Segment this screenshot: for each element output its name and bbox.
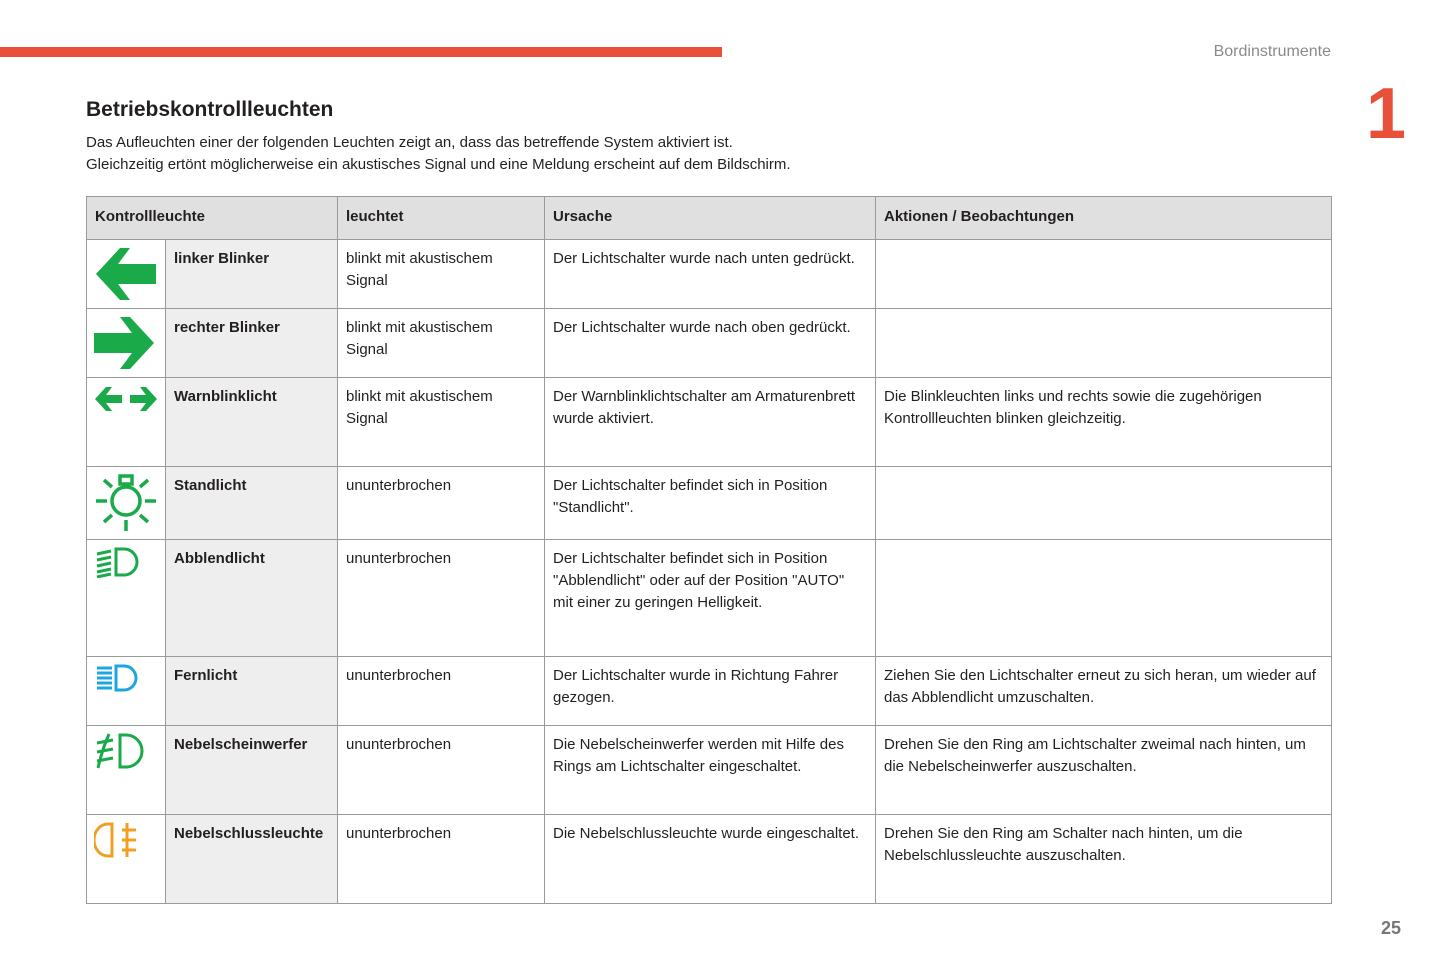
accent-bar — [0, 47, 722, 57]
table-row — [87, 309, 1332, 378]
chapter-number: 1 — [1366, 74, 1407, 154]
light-state: ununterbrochen — [338, 815, 545, 904]
light-cause: Der Lichtschalter wurde nach oben gedrückt. — [545, 309, 876, 378]
page-number: 25 — [1381, 918, 1402, 938]
table-row — [87, 540, 1332, 657]
intro-line: Gleichzeitig ertönt möglicherweise ein akustisches Signal und eine Meldung erscheint auf dem Bildschirm. — [86, 156, 791, 173]
light-cause: Der Lichtschalter befindet sich in Position "Abblendlicht" oder auf der Position "AUTO" mit einer zu geringen Helligkeit. — [545, 540, 876, 657]
light-action: Drehen Sie den Ring am Lichtschalter zweimal nach hinten, um die Nebelscheinwerfer auszuschalten. — [876, 726, 1332, 815]
light-name: Nebelscheinwerfer — [166, 726, 338, 815]
light-name: rechter Blinker — [166, 309, 338, 378]
light-state: blinkt mit akustischem Signal — [338, 309, 545, 378]
icon-cell — [87, 309, 166, 378]
low-beam-icon — [94, 546, 158, 578]
table-row — [87, 467, 1332, 540]
icon-cell — [87, 726, 166, 815]
icon-cell — [87, 815, 166, 904]
light-state: blinkt mit akustischem Signal — [338, 240, 545, 309]
light-cause: Der Lichtschalter wurde nach unten gedrückt. — [545, 240, 876, 309]
sidelight-icon — [94, 473, 158, 533]
icon-cell — [87, 540, 166, 657]
light-action — [876, 467, 1332, 540]
light-cause: Der Lichtschalter wurde in Richtung Fahrer gezogen. — [545, 657, 876, 726]
light-cause: Die Nebelschlussleuchte wurde eingeschaltet. — [545, 815, 876, 904]
right-arrow-icon — [94, 315, 158, 371]
col-header: Ursache — [545, 197, 876, 240]
light-cause: Der Lichtschalter befindet sich in Position "Standlicht". — [545, 467, 876, 540]
light-state: blinkt mit akustischem Signal — [338, 378, 545, 467]
rear-fog-icon — [94, 821, 158, 859]
light-name: Warnblinklicht — [166, 378, 338, 467]
section-title: Bordinstrumente — [1213, 43, 1331, 60]
icon-cell — [87, 240, 166, 309]
light-name: Standlicht — [166, 467, 338, 540]
intro-text — [86, 132, 791, 176]
light-name: Fernlicht — [166, 657, 338, 726]
light-name: Abblendlicht — [166, 540, 338, 657]
table-row — [87, 657, 1332, 726]
light-cause: Der Warnblinklichtschalter am Armaturenbrett wurde aktiviert. — [545, 378, 876, 467]
table-header — [87, 197, 1332, 240]
intro-line: Das Aufleuchten einer der folgenden Leuchten zeigt an, dass das betreffende System aktiviert ist. — [86, 134, 733, 151]
light-state: ununterbrochen — [338, 657, 545, 726]
light-action — [876, 240, 1332, 309]
light-action — [876, 540, 1332, 657]
table-row — [87, 378, 1332, 467]
light-action — [876, 309, 1332, 378]
left-arrow-icon — [94, 246, 158, 302]
front-fog-icon — [94, 732, 158, 770]
light-state: ununterbrochen — [338, 540, 545, 657]
light-action: Die Blinkleuchten links und rechts sowie die zugehörigen Kontrollleuchten blinken gleichzeitig. — [876, 378, 1332, 467]
light-state: ununterbrochen — [338, 467, 545, 540]
hazard-arrows-icon — [94, 384, 158, 414]
light-action: Ziehen Sie den Lichtschalter erneut zu sich heran, um wieder auf das Abblendlicht umzuschalten. — [876, 657, 1332, 726]
icon-cell — [87, 657, 166, 726]
light-name: Nebelschlussleuchte — [166, 815, 338, 904]
high-beam-icon — [94, 663, 158, 693]
table-row — [87, 815, 1332, 904]
warning-lights-table — [86, 196, 1332, 904]
table-row — [87, 726, 1332, 815]
table-row — [87, 240, 1332, 309]
light-name: linker Blinker — [166, 240, 338, 309]
col-header: Aktionen / Beobachtungen — [876, 197, 1332, 240]
light-state: ununterbrochen — [338, 726, 545, 815]
light-cause: Die Nebelscheinwerfer werden mit Hilfe des Rings am Lichtschalter eingeschaltet. — [545, 726, 876, 815]
icon-cell — [87, 467, 166, 540]
icon-cell — [87, 378, 166, 467]
col-header: Kontrollleuchte — [87, 197, 338, 240]
page-title: Betriebskontrollleuchten — [86, 98, 334, 121]
light-action: Drehen Sie den Ring am Schalter nach hinten, um die Nebelschlussleuchte auszuschalten. — [876, 815, 1332, 904]
col-header: leuchtet — [338, 197, 545, 240]
